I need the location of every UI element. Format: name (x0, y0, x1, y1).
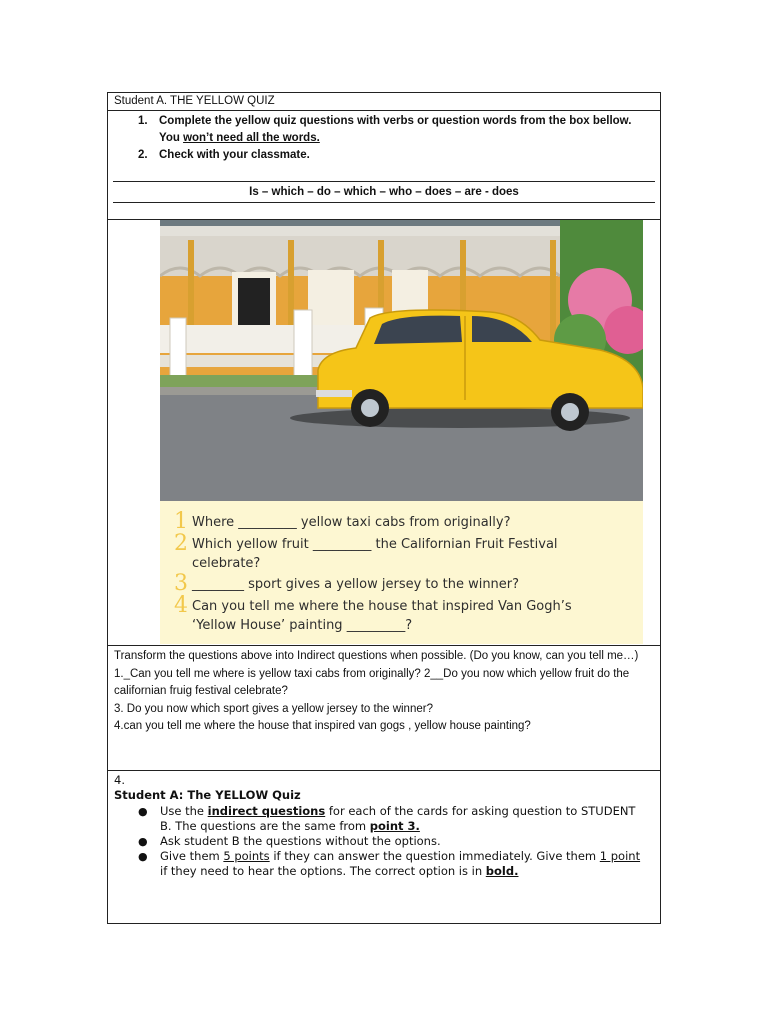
bullet-icon: ● (138, 850, 148, 863)
worksheet-table (107, 92, 661, 924)
transform-answer: 3. Do you now which sport gives a yellow jersey to the winner? (114, 702, 433, 715)
bullet-icon: ● (138, 835, 148, 848)
instruction-number: 1. (138, 115, 148, 127)
instruction-text: Complete the yellow quiz questions with verbs or question words from the box bellow. You (159, 115, 632, 144)
transform-answer: 4.can you tell me where the house that inspired van gogs , yellow house painting? (114, 720, 531, 732)
instructions-cell (107, 110, 661, 219)
instructions-list (138, 113, 643, 164)
card-bullet-item (138, 834, 648, 849)
quiz-number: 1 (174, 509, 188, 534)
card-bullet-item (138, 804, 648, 834)
quiz-question-text: ________ sport gives a yellow jersey to the winner? (192, 577, 520, 592)
instruction-underlined-text: won’t need all the words. (183, 132, 320, 144)
quiz-question-text: Which yellow fruit _________ the Californian Fruit Festival celebrate? (192, 537, 558, 571)
card-emphasis: bold. (485, 864, 519, 878)
card-text: if they need to hear the options. The correct option is in (160, 864, 486, 878)
worksheet-title: Student A. THE YELLOW QUIZ (107, 92, 661, 110)
quiz-panel (160, 501, 643, 644)
word-box: Is – which – do – which – who – does – are - does (113, 181, 655, 203)
card-number: 4. (114, 773, 125, 787)
card-text: Use the (160, 804, 208, 818)
quiz-question-text: Can you tell me where the house that inspired Van Gogh’s ‘Yellow House’ painting _________? (192, 599, 572, 633)
card-emphasis: 5 points (223, 849, 270, 863)
card-text: if they can answer the question immediately. Give them (269, 849, 600, 863)
transform-instruction: Transform the questions above into Indirect questions when possible. (Do you know, can you tell me…) (114, 650, 639, 662)
instruction-item (138, 147, 643, 164)
transform-cell (107, 645, 661, 770)
card-text: Give them (160, 849, 224, 863)
quiz-question-text: Where _________ yellow taxi cabs from originally? (192, 515, 511, 530)
card-heading: Student A: The YELLOW Quiz (114, 788, 301, 802)
student-card-cell (107, 770, 661, 924)
card-text: Ask student B the questions without the options. (160, 834, 441, 848)
transform-answer: 1._Can you tell me where is yellow taxi cabs from originally? 2__Do you now which yellow fruit do the californian fruig festival celebrate? (114, 667, 630, 697)
photo-cell (107, 219, 661, 645)
instruction-text: Check with your classmate. (159, 149, 310, 161)
card-text: for each of the cards for asking question to STUDENT B. The questions are the same from (160, 804, 636, 833)
card-bullet-item (138, 849, 648, 879)
quiz-number: 2 (174, 531, 188, 556)
card-emphasis: point 3. (369, 819, 420, 833)
card-bullet-list (138, 804, 648, 879)
bullet-icon: ● (138, 805, 148, 818)
quiz-number: 3 (174, 571, 188, 596)
card-emphasis: indirect questions (207, 804, 326, 818)
quiz-number: 4 (174, 593, 188, 618)
instruction-number: 2. (138, 149, 148, 161)
instruction-item (138, 113, 643, 147)
card-emphasis: 1 point (599, 849, 641, 863)
